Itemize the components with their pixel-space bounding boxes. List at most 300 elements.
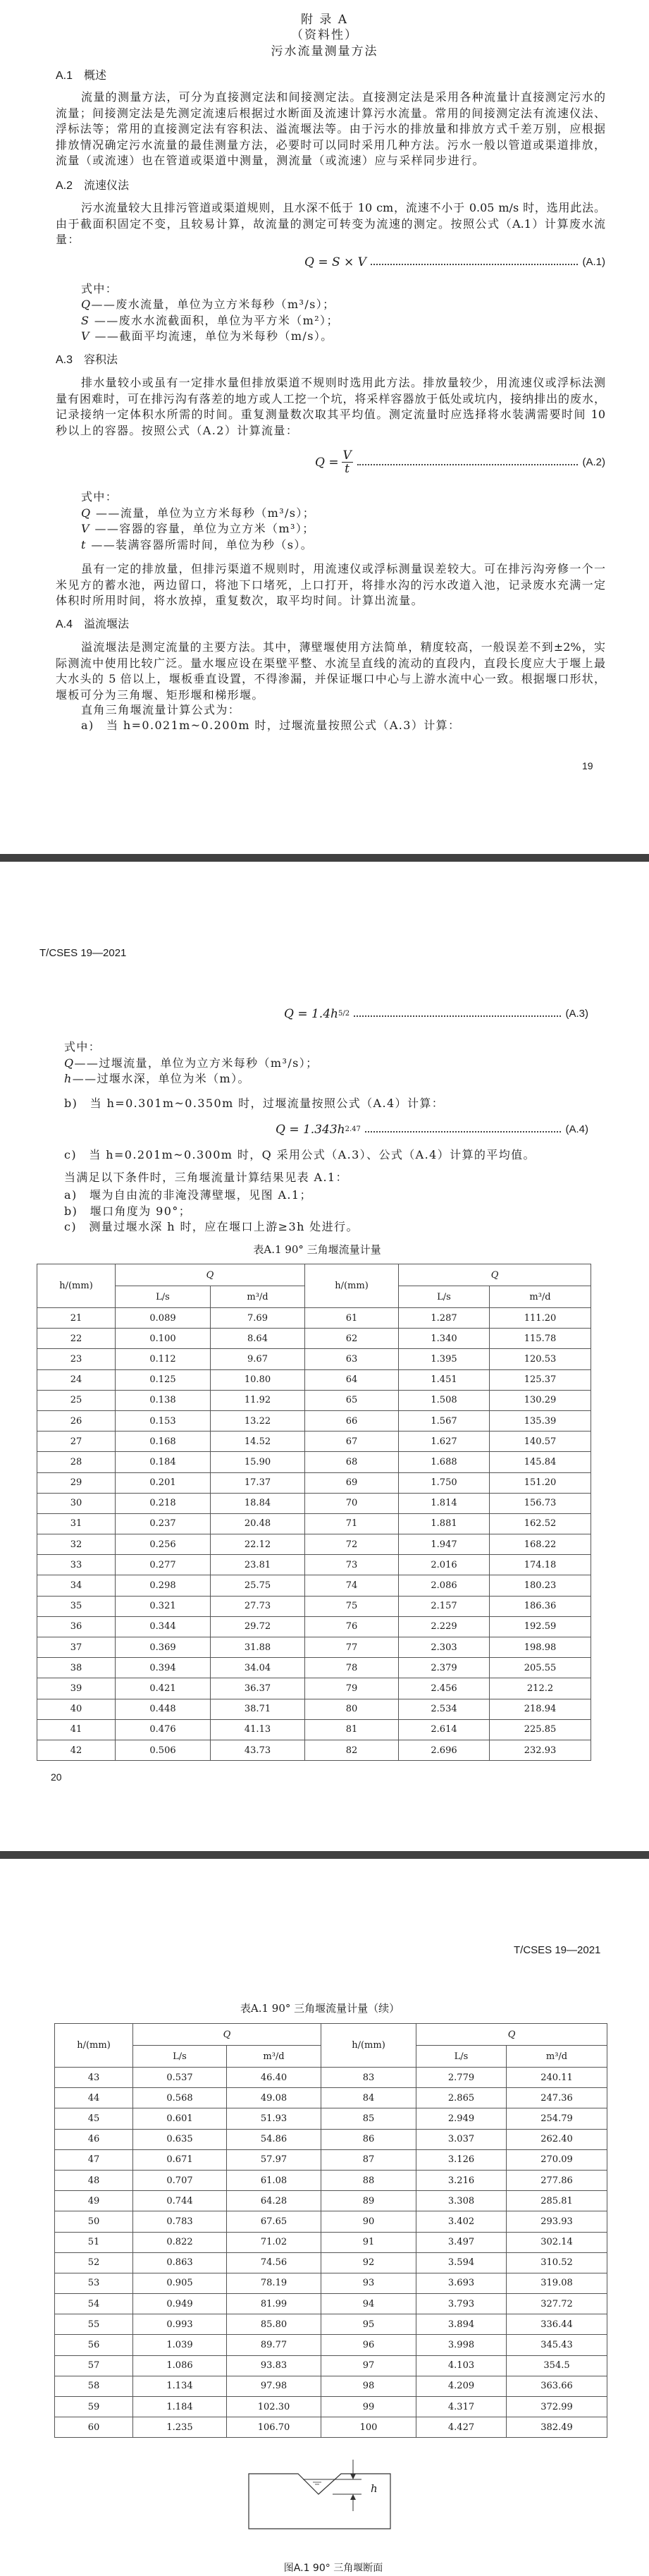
denominator: t bbox=[345, 462, 350, 476]
table-cell: 61 bbox=[305, 1308, 399, 1329]
text-line: 米见方的蓄水池，两边留口，将池下口堵死，上口打开，将排水沟的污水改道入池，记录废水充满一定 bbox=[56, 578, 605, 592]
dotted-leader bbox=[365, 1131, 562, 1133]
text-line: 秒以上的容器。按照公式（A.2）计算流量： bbox=[56, 423, 299, 437]
table-cell: 0.112 bbox=[116, 1349, 211, 1369]
table-cell: 1.287 bbox=[399, 1308, 490, 1329]
table-cell: 74.56 bbox=[227, 2252, 321, 2273]
header-text: h/(mm) bbox=[77, 2040, 111, 2051]
table-cell: 90 bbox=[321, 2211, 416, 2232]
table-cell: 83 bbox=[321, 2068, 416, 2088]
table-cell: 78.19 bbox=[227, 2273, 321, 2293]
formula-exponent: 2.47 bbox=[345, 1125, 361, 1133]
table-cell: 58 bbox=[55, 2376, 133, 2396]
table-cell: 54 bbox=[55, 2294, 133, 2314]
table-cell: 0.218 bbox=[116, 1493, 211, 1513]
table-cell: 0.100 bbox=[116, 1329, 211, 1349]
definition-s bbox=[81, 313, 339, 329]
table-cell: 232.93 bbox=[490, 1740, 591, 1760]
table-row bbox=[37, 1472, 591, 1493]
table-row bbox=[55, 2294, 607, 2314]
table-cell: 78 bbox=[305, 1658, 399, 1678]
table-cell: 372.99 bbox=[507, 2397, 607, 2417]
table-row bbox=[55, 2273, 607, 2293]
table-cell: 4.427 bbox=[416, 2417, 507, 2438]
table-cell: 54.86 bbox=[227, 2129, 321, 2149]
section-heading-a3 bbox=[56, 352, 118, 368]
table-cell: 22 bbox=[37, 1329, 116, 1349]
text-line: 浮标法等；常用的直接测定法有容积法、溢流堰法等。由于污水的排放量和排放方式千差万别，应根据 bbox=[56, 122, 605, 135]
table-cell: 87 bbox=[321, 2149, 416, 2170]
table-cell: 336.44 bbox=[507, 2314, 607, 2335]
where-label: 式中： bbox=[81, 490, 118, 503]
list-item-a: a) 当 h=0.021m~0.200m 时，过堰流量按照公式（A.3）计算： bbox=[81, 719, 461, 732]
table-cell: 0.707 bbox=[133, 2170, 227, 2190]
table-cell: 1.086 bbox=[133, 2355, 227, 2376]
table-cell: 70 bbox=[305, 1493, 399, 1513]
table-cell: 254.79 bbox=[507, 2108, 607, 2129]
table-row bbox=[55, 2068, 607, 2088]
column-header-ls bbox=[399, 1286, 490, 1308]
text-line: 流量；间接测定法是先测定流速后根据过水断面及流速计算污水流量。常用的间接测定法有流速仪法、 bbox=[56, 106, 605, 120]
table-cell: 0.168 bbox=[116, 1432, 211, 1452]
table-cell: 32 bbox=[37, 1534, 116, 1555]
table-cell: 76 bbox=[305, 1616, 399, 1637]
table-row bbox=[37, 1740, 591, 1760]
table-cell: 3.216 bbox=[416, 2170, 507, 2190]
page-number: 20 bbox=[51, 1771, 62, 1783]
text-line: 量： bbox=[56, 233, 80, 246]
table-row bbox=[37, 1410, 591, 1431]
table-row bbox=[37, 1329, 591, 1349]
table-cell: 1.340 bbox=[399, 1329, 490, 1349]
table-cell: 82 bbox=[305, 1740, 399, 1760]
table-cell: 36 bbox=[37, 1616, 116, 1637]
table-cell: 1.814 bbox=[399, 1493, 490, 1513]
table-cell: 23.81 bbox=[211, 1555, 305, 1575]
text-line: 量有困难时，可在排污沟有落差的地方或人工挖一个坑，将采样容器放于低处或坑内，接纳排出的废水， bbox=[56, 391, 605, 405]
header-text: m³/d bbox=[545, 2051, 568, 2062]
table-cell: 0.256 bbox=[116, 1534, 211, 1555]
text-line: 流量的测量方法，可分为直接测定法和间接测定法。直接测定法是采用各种流量计直接测定污水的 bbox=[81, 90, 605, 104]
table-cell: 240.11 bbox=[507, 2068, 607, 2088]
table-cell: 69 bbox=[305, 1472, 399, 1493]
definition-text: ——过堰流量，单位为立方米每秒（m³/s）； bbox=[74, 1056, 319, 1070]
dotted-leader bbox=[371, 264, 579, 265]
symbol: t bbox=[81, 538, 87, 551]
table-cell: 0.905 bbox=[133, 2273, 227, 2293]
table-cell: 81 bbox=[305, 1719, 399, 1740]
table-cell: 62 bbox=[305, 1329, 399, 1349]
weir-flow-table bbox=[37, 1264, 591, 1761]
table-cell: 37 bbox=[37, 1637, 116, 1658]
header-text: L/s bbox=[454, 2051, 469, 2062]
table-row bbox=[37, 1390, 591, 1410]
table-cell: 0.506 bbox=[116, 1740, 211, 1760]
table-cell: 225.85 bbox=[490, 1719, 591, 1740]
table-cell: 79 bbox=[305, 1678, 399, 1699]
table-cell: 0.863 bbox=[133, 2252, 227, 2273]
table-cell: 1.235 bbox=[133, 2417, 227, 2438]
symbol: V bbox=[81, 329, 90, 343]
table-cell: 51.93 bbox=[227, 2108, 321, 2129]
column-header-m3d bbox=[507, 2046, 607, 2068]
arrow-head-up-icon bbox=[350, 2494, 356, 2500]
table-cell: 145.84 bbox=[490, 1452, 591, 1472]
table-cell: 0.476 bbox=[116, 1719, 211, 1740]
column-header-m3d bbox=[490, 1286, 591, 1308]
table-cell: 156.73 bbox=[490, 1493, 591, 1513]
text-line: 记录接纳一定体积水所需的时间。重复测量数次取其平均值。测定流量时应选择将水装满需要时间 10 bbox=[56, 408, 605, 421]
table-row bbox=[55, 2355, 607, 2376]
column-header-h bbox=[321, 2024, 416, 2068]
table-cell: 9.67 bbox=[211, 1349, 305, 1369]
table-cell: 75 bbox=[305, 1596, 399, 1616]
table-cell: 2.779 bbox=[416, 2068, 507, 2088]
column-header-m3d bbox=[211, 1286, 305, 1308]
weir-formula-intro: 直角三角堰流量计算公式为： bbox=[81, 703, 241, 716]
table-cell: 60 bbox=[55, 2417, 133, 2438]
table-cell: 30 bbox=[37, 1493, 116, 1513]
table-cell: 0.993 bbox=[133, 2314, 227, 2335]
table-cell: 302.14 bbox=[507, 2232, 607, 2252]
formula-a1 bbox=[304, 254, 605, 271]
column-header-m3d bbox=[227, 2046, 321, 2068]
table-cell: 3.402 bbox=[416, 2211, 507, 2232]
table-cell: 2.534 bbox=[399, 1699, 490, 1719]
table-cell: 93 bbox=[321, 2273, 416, 2293]
table-cell: 2.379 bbox=[399, 1658, 490, 1678]
text-line: 溢流堰法是测定流量的主要方法。其中，薄壁堰使用方法简单，精度较高，一般误差不到±2%，实 bbox=[81, 640, 605, 654]
table-cell: 21 bbox=[37, 1308, 116, 1329]
table-cell: 1.567 bbox=[399, 1410, 490, 1431]
list-item-c: c) 当 h=0.201m~0.300m 时，Q 采用公式（A.3）、公式（A.4）计算的平均值。 bbox=[64, 1148, 536, 1161]
text-line: 流量（或流速）也在管道或渠道中测量，测流量（或流速）应与采样同步进行。 bbox=[56, 154, 486, 167]
table-cell: 67.65 bbox=[227, 2211, 321, 2232]
table-cell: 111.20 bbox=[490, 1308, 591, 1329]
table-cell: 0.277 bbox=[116, 1555, 211, 1575]
text-line: 际测流中使用比较广泛。量水堰应设在渠壁平整、水流呈直线的流动的直段内，直段长度应大于堰上最 bbox=[56, 656, 605, 670]
table-cell: 0.448 bbox=[116, 1699, 211, 1719]
column-header-q bbox=[416, 2024, 607, 2046]
table-cell: 11.92 bbox=[211, 1390, 305, 1410]
table-row bbox=[55, 2149, 607, 2170]
table-row bbox=[37, 1513, 591, 1534]
table-cell: 34.04 bbox=[211, 1658, 305, 1678]
table-cell: 1.947 bbox=[399, 1534, 490, 1555]
table-cell: 100 bbox=[321, 2417, 416, 2438]
table-cell: 3.998 bbox=[416, 2335, 507, 2355]
table-cell: 57 bbox=[55, 2355, 133, 2376]
table-row bbox=[37, 1308, 591, 1329]
table-cell: 59 bbox=[55, 2397, 133, 2417]
table-cell: 0.201 bbox=[116, 1472, 211, 1493]
text-line: 污水流量较大且排污管道或渠道规则，且水深不低于 10 cm，流速不小于 0.05 m/s 时，选用此法。 bbox=[81, 201, 605, 214]
table-cell: 57.97 bbox=[227, 2149, 321, 2170]
table-cell: 95 bbox=[321, 2314, 416, 2335]
table-cell: 4.103 bbox=[416, 2355, 507, 2376]
table-cell: 36.37 bbox=[211, 1678, 305, 1699]
definition-text: ——截面平均流速，单位为米每秒（m/s）。 bbox=[89, 329, 333, 343]
table-cell: 96 bbox=[321, 2335, 416, 2355]
table-cell: 24 bbox=[37, 1369, 116, 1390]
table-cell: 7.69 bbox=[211, 1308, 305, 1329]
table-cell: 25 bbox=[37, 1390, 116, 1410]
table-cell: 1.750 bbox=[399, 1472, 490, 1493]
table-cell: 3.126 bbox=[416, 2149, 507, 2170]
table-cell: 15.90 bbox=[211, 1452, 305, 1472]
table-row bbox=[37, 1596, 591, 1616]
table-cell: 174.18 bbox=[490, 1555, 591, 1575]
formula-number: (A.2) bbox=[582, 456, 605, 468]
section-title: 流速仪法 bbox=[84, 178, 130, 192]
table-cell: 0.237 bbox=[116, 1513, 211, 1534]
table-row bbox=[37, 1432, 591, 1452]
table-row bbox=[37, 1555, 591, 1575]
table-row bbox=[37, 1678, 591, 1699]
table-cell: 74 bbox=[305, 1575, 399, 1596]
table-cell: 3.894 bbox=[416, 2314, 507, 2335]
table-cell: 93.83 bbox=[227, 2355, 321, 2376]
table-row bbox=[55, 2191, 607, 2211]
table-cell: 270.09 bbox=[507, 2149, 607, 2170]
table-cell: 72 bbox=[305, 1534, 399, 1555]
page-separator bbox=[0, 854, 649, 862]
table-cell: 162.52 bbox=[490, 1513, 591, 1534]
section-number: A.2 bbox=[56, 180, 73, 192]
header-text: h/(mm) bbox=[352, 2040, 385, 2051]
definition-t bbox=[81, 537, 313, 553]
table-cell: 2.016 bbox=[399, 1555, 490, 1575]
table-cell: 55 bbox=[55, 2314, 133, 2335]
table-row bbox=[55, 2170, 607, 2190]
formula-lhs: Q = 1.4h bbox=[284, 1007, 338, 1021]
header-text: h/(mm) bbox=[335, 1281, 369, 1291]
table-cell: 63 bbox=[305, 1349, 399, 1369]
table-cell: 86 bbox=[321, 2129, 416, 2149]
table-cell: 18.84 bbox=[211, 1493, 305, 1513]
table-row bbox=[55, 2314, 607, 2335]
table-cell: 382.49 bbox=[507, 2417, 607, 2438]
page-header-standard-id: T/CSES 19—2021 bbox=[39, 947, 127, 959]
figure-caption: 图A.1 90° 三角堰断面 bbox=[283, 2563, 383, 2574]
column-header-ls bbox=[133, 2046, 227, 2068]
table-cell: 293.93 bbox=[507, 2211, 607, 2232]
table-cell: 1.508 bbox=[399, 1390, 490, 1410]
definition-q bbox=[64, 1056, 319, 1071]
text-line: 排水量较小或虽有一定排水量但排放渠道不规则时选用此方法。排放量较少，用流速仪或浮标法测 bbox=[81, 376, 605, 389]
table-cell: 48 bbox=[55, 2170, 133, 2190]
section-number: A.3 bbox=[56, 354, 73, 366]
table-row bbox=[55, 2129, 607, 2149]
table-cell: 3.497 bbox=[416, 2232, 507, 2252]
text-line: 大水头的 5 倍以上，堰板垂直设置，不得渗漏，并保证堰口中心与上游水流中心一致。根据堰口形状， bbox=[56, 672, 605, 685]
table-cell: 0.125 bbox=[116, 1369, 211, 1390]
formula-a3 bbox=[284, 1006, 588, 1023]
text-line: 虽有一定的排放量，但排污渠道不规则时，用流速仪或浮标测量误差较大。可在排污沟旁修一个一 bbox=[81, 562, 605, 575]
table-cell: 41 bbox=[37, 1719, 116, 1740]
table-cell: 47 bbox=[55, 2149, 133, 2170]
table-cell: 31.88 bbox=[211, 1637, 305, 1658]
definition-text: ——废水流量，单位为立方米每秒（m³/s）； bbox=[91, 298, 335, 311]
table-cell: 27.73 bbox=[211, 1596, 305, 1616]
table-caption: 表A.1 90° 三角堰流量计量（续） bbox=[240, 2002, 400, 2015]
table-cell: 2.229 bbox=[399, 1616, 490, 1637]
table-cell: 102.30 bbox=[227, 2397, 321, 2417]
where-label: 式中： bbox=[64, 1040, 101, 1054]
table-cell: 28 bbox=[37, 1452, 116, 1472]
section-title: 容积法 bbox=[84, 353, 118, 366]
table-cell: 0.089 bbox=[116, 1308, 211, 1329]
table-row bbox=[55, 2376, 607, 2396]
table-cell: 88 bbox=[321, 2170, 416, 2190]
table-cell: 0.601 bbox=[133, 2108, 227, 2129]
table-cell: 3.793 bbox=[416, 2294, 507, 2314]
section-title: 溢流堰法 bbox=[84, 617, 130, 630]
table-cell: 45 bbox=[55, 2108, 133, 2129]
table-cell: 2.614 bbox=[399, 1719, 490, 1740]
table-cell: 0.138 bbox=[116, 1390, 211, 1410]
table-cell: 14.52 bbox=[211, 1432, 305, 1452]
table-cell: 130.29 bbox=[490, 1390, 591, 1410]
column-header-ls bbox=[116, 1286, 211, 1308]
section-title: 概述 bbox=[84, 68, 107, 82]
table-cell: 23 bbox=[37, 1349, 116, 1369]
table-cell: 3.308 bbox=[416, 2191, 507, 2211]
appendix-nature: （资料性） bbox=[291, 28, 358, 42]
fraction bbox=[342, 449, 353, 475]
table-cell: 0.822 bbox=[133, 2232, 227, 2252]
formula-lhs: Q = bbox=[315, 455, 339, 470]
table-cell: 35 bbox=[37, 1596, 116, 1616]
section-heading-a1 bbox=[56, 68, 106, 84]
table-cell: 2.696 bbox=[399, 1740, 490, 1760]
table-cell: 151.20 bbox=[490, 1472, 591, 1493]
definition-q bbox=[81, 506, 315, 521]
definition-text: ——废水水流截面积，单位为平方米（m²）； bbox=[89, 314, 339, 327]
table-cell: 125.37 bbox=[490, 1369, 591, 1390]
formula-number: (A.1) bbox=[582, 256, 605, 268]
table-cell: 20.48 bbox=[211, 1513, 305, 1534]
table-cell: 319.08 bbox=[507, 2273, 607, 2293]
table-row bbox=[55, 2232, 607, 2252]
page-header-standard-id: T/CSES 19—2021 bbox=[514, 1944, 601, 1956]
table-cell: 61.08 bbox=[227, 2170, 321, 2190]
column-header-h bbox=[37, 1264, 116, 1308]
page-number: 19 bbox=[582, 760, 593, 771]
table-cell: 2.157 bbox=[399, 1596, 490, 1616]
table-cell: 73 bbox=[305, 1555, 399, 1575]
formula-number: (A.4) bbox=[565, 1123, 588, 1135]
definition-text: ——过堰水深，单位为米（m）。 bbox=[72, 1072, 250, 1085]
table-cell: 1.395 bbox=[399, 1349, 490, 1369]
table-cell: 0.537 bbox=[133, 2068, 227, 2088]
paragraph-a1 bbox=[56, 90, 605, 169]
column-header-q bbox=[399, 1264, 591, 1286]
header-text: m³/d bbox=[529, 1291, 551, 1302]
table-cell: 67 bbox=[305, 1432, 399, 1452]
table-cell: 33 bbox=[37, 1555, 116, 1575]
symbol: V bbox=[81, 522, 90, 535]
header-text: Q bbox=[206, 1269, 214, 1281]
formula-a2 bbox=[315, 449, 605, 475]
list-item-b: b) 当 h=0.301m~0.350m 时，过堰流量按照公式（A.4）计算： bbox=[64, 1097, 445, 1110]
table-cell: 52 bbox=[55, 2252, 133, 2273]
table-row bbox=[37, 1369, 591, 1390]
table-cell: 85.80 bbox=[227, 2314, 321, 2335]
formula-a4 bbox=[276, 1121, 588, 1138]
definition-text: ——流量，单位为立方米每秒（m³/s）； bbox=[91, 506, 316, 520]
formula-expression: Q = S × V bbox=[304, 255, 366, 269]
table-cell: 262.40 bbox=[507, 2129, 607, 2149]
table-cell: 99 bbox=[321, 2397, 416, 2417]
table-cell: 120.53 bbox=[490, 1349, 591, 1369]
header-text: L/s bbox=[156, 1291, 170, 1302]
table-cell: 4.317 bbox=[416, 2397, 507, 2417]
table-cell: 0.344 bbox=[116, 1616, 211, 1637]
table-cell: 22.12 bbox=[211, 1534, 305, 1555]
table-cell: 1.688 bbox=[399, 1452, 490, 1472]
condition-b: b) 堰口角度为 90°； bbox=[64, 1204, 192, 1218]
column-header-h bbox=[305, 1264, 399, 1308]
table-cell: 26 bbox=[37, 1410, 116, 1431]
table-cell: 247.36 bbox=[507, 2088, 607, 2108]
table-cell: 94 bbox=[321, 2294, 416, 2314]
table-cell: 327.72 bbox=[507, 2294, 607, 2314]
table-cell: 345.43 bbox=[507, 2335, 607, 2355]
table-cell: 2.086 bbox=[399, 1575, 490, 1596]
table-cell: 0.394 bbox=[116, 1658, 211, 1678]
table-cell: 38.71 bbox=[211, 1699, 305, 1719]
table-cell: 27 bbox=[37, 1432, 116, 1452]
table-cell: 0.783 bbox=[133, 2211, 227, 2232]
symbol: Q bbox=[64, 1056, 75, 1070]
text-line: 堰板可分为三角堰、矩形堰和梯形堰。 bbox=[56, 688, 264, 702]
table-row bbox=[37, 1658, 591, 1678]
formula-lhs: Q = 1.343h bbox=[276, 1123, 345, 1137]
table-cell: 40 bbox=[37, 1699, 116, 1719]
table-row bbox=[37, 1699, 591, 1719]
condition-a: a) 堰为自由流的非淹没薄壁堰，见图 A.1； bbox=[64, 1188, 312, 1202]
header-text: L/s bbox=[437, 1291, 451, 1302]
table-cell: 0.153 bbox=[116, 1410, 211, 1431]
table-cell: 13.22 bbox=[211, 1410, 305, 1431]
appendix-label: 附 录 A bbox=[300, 13, 349, 27]
table-row bbox=[55, 2252, 607, 2273]
table-cell: 51 bbox=[55, 2232, 133, 2252]
definition-text: ——容器的容量，单位为立方米（m³）； bbox=[89, 522, 315, 535]
table-cell: 0.321 bbox=[116, 1596, 211, 1616]
table-cell: 2.865 bbox=[416, 2088, 507, 2108]
table-cell: 49 bbox=[55, 2191, 133, 2211]
text-line: 排放情况确定污水流量的最佳测量方法，必要时可以同时采用几种方法。污水一般以管道或渠道排放， bbox=[56, 138, 605, 152]
table-cell: 1.039 bbox=[133, 2335, 227, 2355]
table-cell: 17.37 bbox=[211, 1472, 305, 1493]
table-row bbox=[37, 1719, 591, 1740]
table-cell: 41.13 bbox=[211, 1719, 305, 1740]
table-cell: 66 bbox=[305, 1410, 399, 1431]
table-cell: 1.134 bbox=[133, 2376, 227, 2396]
table-cell: 135.39 bbox=[490, 1410, 591, 1431]
text-line: 体积时所用时间，将水放掉，重复数次，取平均时间。计算出流量。 bbox=[56, 594, 424, 607]
where-label: 式中： bbox=[81, 282, 118, 295]
formula-number: (A.3) bbox=[565, 1008, 588, 1020]
table-cell: 106.70 bbox=[227, 2417, 321, 2438]
table-cell: 77 bbox=[305, 1637, 399, 1658]
dotted-leader bbox=[357, 464, 579, 465]
table-cell: 285.81 bbox=[507, 2191, 607, 2211]
table-cell: 140.57 bbox=[490, 1432, 591, 1452]
conditions-intro: 当满足以下条件时，三角堰流量计算结果见表 A.1： bbox=[64, 1171, 348, 1184]
